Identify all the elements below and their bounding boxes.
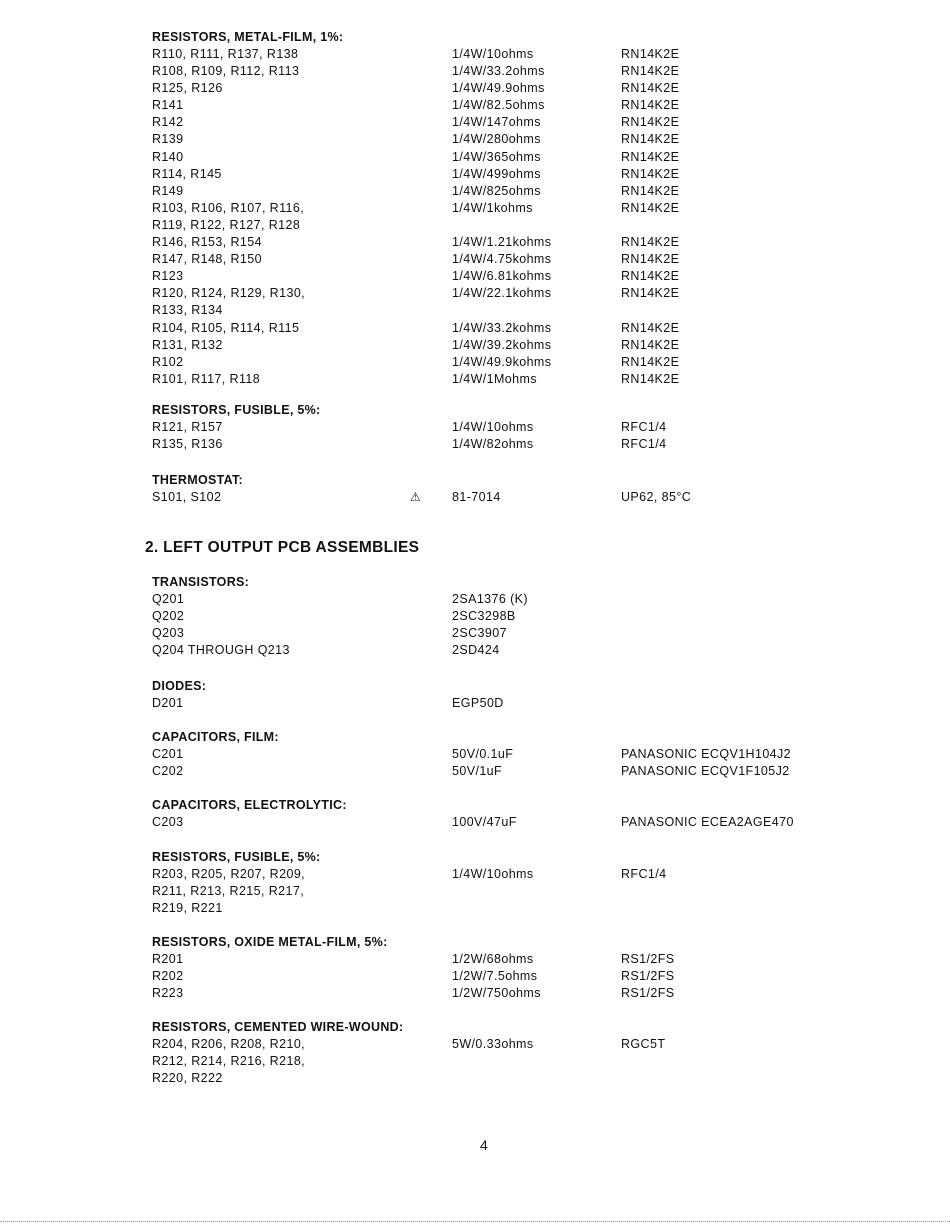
part-number: RFC1/4 <box>621 420 667 434</box>
section-header: DIODES: <box>152 679 207 693</box>
part-value: 1/4W/49.9kohms <box>452 354 552 369</box>
part-value: 1/4W/499ohms <box>452 166 541 181</box>
part-designators: D201 <box>152 696 184 710</box>
table-row <box>152 591 872 608</box>
part-number: RN14K2E <box>621 166 680 181</box>
part-value: 1/4W/147ohms <box>452 115 541 130</box>
part-value: 1/4W/33.2kohms <box>452 320 552 335</box>
part-designators: R201 <box>152 952 184 966</box>
section-header: CAPACITORS, ELECTROLYTIC: <box>152 798 347 812</box>
part-value: 100V/47uF <box>452 815 517 829</box>
part-designators: R104, R105, R114, R115 <box>152 320 300 335</box>
part-number: RN14K2E <box>621 371 680 386</box>
part-designators: R133, R134 <box>152 303 223 318</box>
table-row <box>152 883 872 900</box>
part-value: 1/4W/49.9ohms <box>452 81 545 96</box>
part-value: 50V/0.1uF <box>452 747 514 761</box>
part-designators: R108, R109, R112, R113 <box>152 64 300 79</box>
part-value: 1/4W/6.81kohms <box>452 269 552 284</box>
part-number: RS1/2FS <box>621 986 675 1001</box>
part-value: ⚠ 81-7014 <box>452 489 612 506</box>
warning-triangle-icon: ⚠ <box>410 490 422 504</box>
part-number: RS1/2FS <box>621 969 675 984</box>
part-number: RN14K2E <box>621 183 680 198</box>
table-row <box>152 763 872 780</box>
table-row <box>152 200 872 217</box>
section-header: RESISTORS, METAL-FILM, 1%: <box>152 30 344 44</box>
part-designators: R102 <box>152 354 184 369</box>
part-value: 1/4W/10ohms <box>452 420 534 434</box>
fusible-resistors-section <box>152 402 872 453</box>
part-value: 1/4W/39.2kohms <box>452 337 552 352</box>
part-designators: R114, R145 <box>152 166 222 181</box>
section-header: TRANSISTORS: <box>152 575 250 589</box>
film-capacitors-section <box>152 729 872 780</box>
part-number: RN14K2E <box>621 354 680 369</box>
part-designators: R110, R111, R137, R138 <box>152 47 299 61</box>
part-designators: R120, R124, R129, R130, <box>152 286 306 301</box>
part-designators: R220, R222 <box>152 1071 223 1086</box>
table-row <box>152 695 872 712</box>
table-row <box>152 302 872 319</box>
part-number: RN14K2E <box>621 235 680 250</box>
part-value: 2SA1376 (K) <box>452 592 528 606</box>
table-row <box>152 489 872 506</box>
part-designators: C202 <box>152 764 184 779</box>
table-row <box>152 183 872 200</box>
table-row <box>152 1053 872 1070</box>
metal-film-resistors-section <box>152 29 872 388</box>
part-designators: R203, R205, R207, R209, <box>152 867 306 881</box>
table-row <box>152 285 872 302</box>
table-row <box>152 1070 872 1087</box>
part-designators: Q204 THROUGH Q213 <box>152 643 290 658</box>
part-designators: R119, R122, R127, R128 <box>152 217 301 232</box>
table-row <box>152 814 872 831</box>
oxide-metal-film-resistors-section <box>152 934 872 1002</box>
table-row <box>152 80 872 97</box>
table-row <box>152 320 872 337</box>
part-number: PANASONIC ECEA2AGE470 <box>621 815 794 829</box>
section-header: CAPACITORS, FILM: <box>152 730 279 744</box>
part-number: RN14K2E <box>621 269 680 284</box>
table-row <box>152 608 872 625</box>
section-header: THERMOSTAT: <box>152 473 244 487</box>
part-value: 1/4W/4.75kohms <box>452 252 552 267</box>
part-value: 2SC3298B <box>452 609 516 624</box>
part-value: 1/4W/280ohms <box>452 132 541 147</box>
part-designators: R219, R221 <box>152 901 223 916</box>
part-value: 1/4W/82ohms <box>452 437 534 452</box>
section-header: RESISTORS, FUSIBLE, 5%: <box>152 850 321 864</box>
part-designators: Q203 <box>152 626 185 641</box>
part-number: RN14K2E <box>621 149 680 164</box>
table-row <box>152 63 872 80</box>
table-row <box>152 46 872 63</box>
part-number: RN14K2E <box>621 64 680 79</box>
part-number: RN14K2E <box>621 98 680 113</box>
part-designators: R212, R214, R216, R218, <box>152 1054 306 1069</box>
section-header: RESISTORS, CEMENTED WIRE-WOUND: <box>152 1020 404 1034</box>
part-value: 1/4W/10ohms <box>452 47 534 61</box>
part-value: 1/2W/7.5ohms <box>452 969 538 984</box>
part-designators: R223 <box>152 986 184 1001</box>
part-designators: Q202 <box>152 609 185 624</box>
transistors-section <box>152 574 872 659</box>
section-header: RESISTORS, OXIDE METAL-FILM, 5%: <box>152 935 388 949</box>
part-value: 1/4W/33.2ohms <box>452 64 545 79</box>
part-number: RN14K2E <box>621 200 680 215</box>
table-row <box>152 268 872 285</box>
part-designators: Q201 <box>152 592 185 606</box>
part-value: 1/4W/22.1kohms <box>452 286 552 301</box>
part-designators: R139 <box>152 132 184 147</box>
table-row <box>152 371 872 388</box>
diodes-section <box>152 678 872 712</box>
table-row <box>152 354 872 371</box>
table-row <box>152 900 872 917</box>
part-number: RN14K2E <box>621 337 680 352</box>
part-value: 1/4W/82.5ohms <box>452 98 545 113</box>
part-designators: R123 <box>152 269 184 284</box>
part-designators: R135, R136 <box>152 437 223 452</box>
part-number: PANASONIC ECQV1F105J2 <box>621 764 790 779</box>
wire-wound-resistors-section <box>152 1019 872 1087</box>
part-number: RN14K2E <box>621 252 680 267</box>
table-row <box>152 114 872 131</box>
part-designators: R146, R153, R154 <box>152 235 262 250</box>
part-number: RGC5T <box>621 1037 666 1051</box>
part-designators: C203 <box>152 815 184 829</box>
part-designators: R149 <box>152 183 184 198</box>
table-row <box>152 337 872 354</box>
part-value: 2SC3907 <box>452 626 507 641</box>
part-designators: R204, R206, R208, R210, <box>152 1037 306 1051</box>
table-row <box>152 436 872 453</box>
section-header: RESISTORS, FUSIBLE, 5%: <box>152 403 321 417</box>
table-row <box>152 985 872 1002</box>
part-number: UP62, 85°C <box>621 490 692 504</box>
part-designators: R142 <box>152 115 184 130</box>
part-value: 1/4W/1.21kohms <box>452 235 552 250</box>
part-value: 1/4W/825ohms <box>452 183 541 198</box>
part-designators: R125, R126 <box>152 81 223 96</box>
part-value: 1/4W/10ohms <box>452 867 534 881</box>
table-row <box>152 419 872 436</box>
part-designators: R131, R132 <box>152 337 223 352</box>
part-value: EGP50D <box>452 696 504 710</box>
section-title: 2. LEFT OUTPUT PCB ASSEMBLIES <box>145 539 420 556</box>
part-designators: R211, R213, R215, R217, <box>152 884 305 899</box>
part-number: RN14K2E <box>621 47 680 61</box>
table-row <box>152 234 872 251</box>
table-row <box>152 149 872 166</box>
part-designators: R202 <box>152 969 184 984</box>
part-number: RN14K2E <box>621 81 680 96</box>
table-row <box>152 866 872 883</box>
part-number: RN14K2E <box>621 132 680 147</box>
table-row <box>152 642 872 659</box>
part-designators: R121, R157 <box>152 420 223 434</box>
table-row <box>152 251 872 268</box>
table-row <box>152 131 872 148</box>
part-value: 50V/1uF <box>452 764 503 779</box>
part-value: 1/2W/750ohms <box>452 986 541 1001</box>
part-designators: R147, R148, R150 <box>152 252 262 267</box>
electrolytic-capacitors-section <box>152 797 872 831</box>
table-row <box>152 166 872 183</box>
part-number: RFC1/4 <box>621 437 667 452</box>
part-value: 1/4W/1kohms <box>452 200 533 215</box>
part-number: RN14K2E <box>621 286 680 301</box>
part-value: 1/4W/365ohms <box>452 149 541 164</box>
table-row <box>152 625 872 642</box>
part-number: PANASONIC ECQV1H104J2 <box>621 747 792 761</box>
thermostat-section <box>152 472 872 506</box>
part-designators: R140 <box>152 149 184 164</box>
part-number: RFC1/4 <box>621 867 667 881</box>
part-number: RS1/2FS <box>621 952 675 966</box>
table-row <box>152 97 872 114</box>
fusible-resistors-section-2 <box>152 849 872 917</box>
part-value: 1/2W/68ohms <box>452 952 534 966</box>
part-designators: R141 <box>152 98 184 113</box>
part-number: RN14K2E <box>621 115 680 130</box>
part-value: 5W/0.33ohms <box>452 1037 534 1051</box>
table-row <box>152 951 872 968</box>
part-designators: S101, S102 <box>152 490 222 504</box>
part-value: 2SD424 <box>452 643 500 658</box>
part-designators: R103, R106, R107, R116, <box>152 200 305 215</box>
part-designators: R101, R117, R118 <box>152 371 261 386</box>
table-row <box>152 746 872 763</box>
table-row <box>152 217 872 234</box>
part-value: 1/4W/1Mohms <box>452 371 537 386</box>
part-designators: C201 <box>152 747 184 761</box>
table-row <box>152 1036 872 1053</box>
table-row <box>152 968 872 985</box>
scan-edge-divider <box>0 1221 950 1223</box>
page-number: 4 <box>480 1137 488 1153</box>
part-number: RN14K2E <box>621 320 680 335</box>
